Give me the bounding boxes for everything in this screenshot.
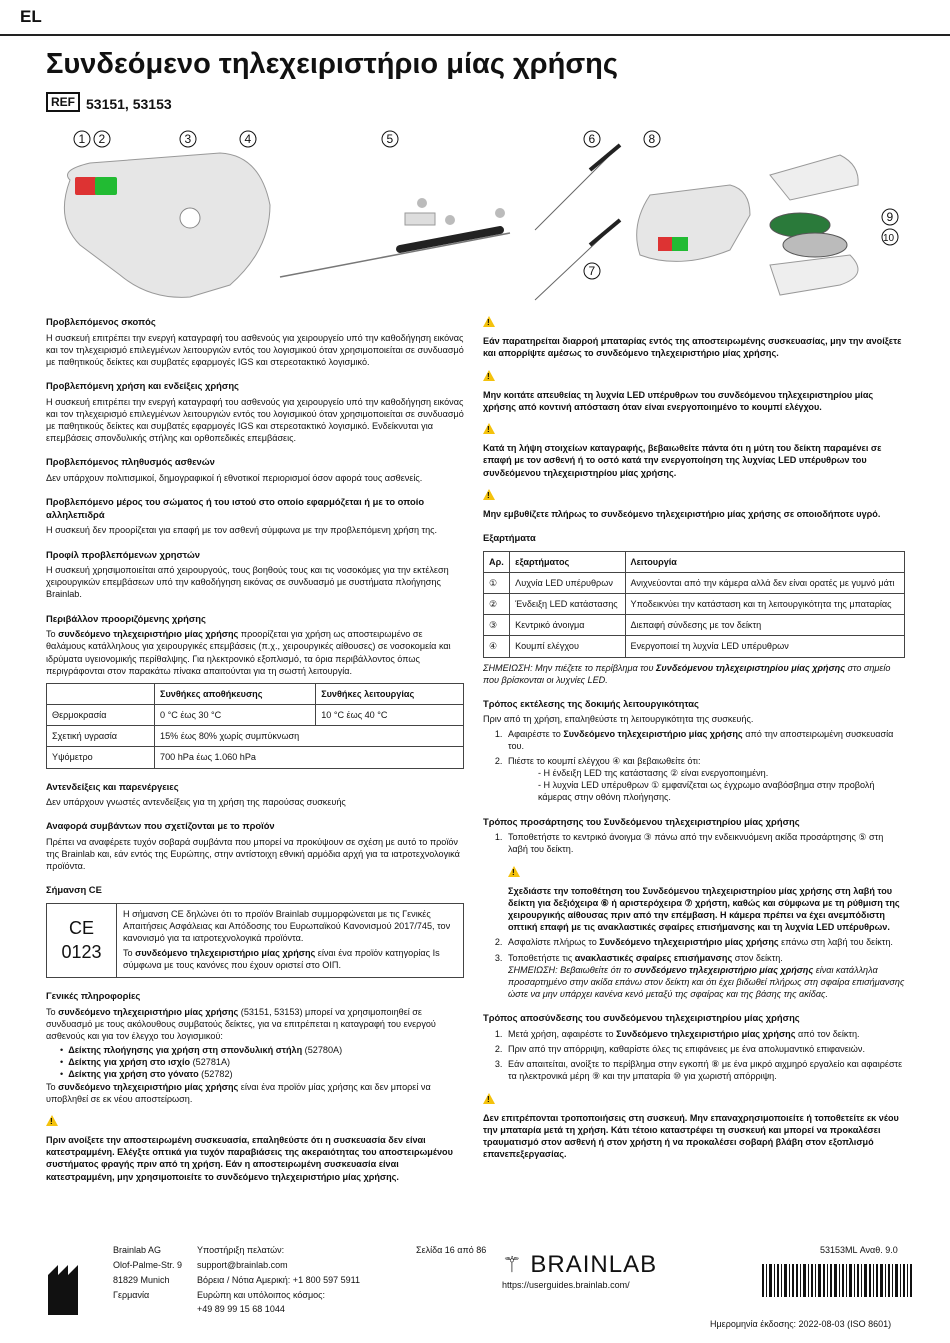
section-text: Η συσκευή επιτρέπει την ενεργή καταγραφή του ασθενούς για χειρουργείο υπό την καθοδήγηση εικόνας και τον τηλεχειρισμό επιλεγμένων λειτουργιών εντός του λογισμικού όταν χρησιμοποιείται σε συνδυασμό με παθητικούς δείκτες και συμβατές εφαρμογές IGS και στερεοτακτικό λογισμικό. Ενδείκνυται για επεμβάσεις σπονδυλικής στήλης και ορθοπεδικές επεμβάσεις. — [46, 396, 464, 444]
brand-logo: ⚚ BRAINLAB — [502, 1251, 658, 1278]
warning-icon: ! — [483, 370, 495, 381]
list-item: • Δείκτης πλοήγησης για χρήση στη σπονδυλική στήλη (52780A) — [60, 1044, 464, 1056]
language-code: EL — [20, 7, 42, 26]
pointers-small-drawing — [535, 145, 620, 300]
section-text: Η συσκευή επιτρέπει την ενεργή καταγραφή του ασθενούς για χειρουργείο υπό την καθοδήγηση εικόνας και τον τηλεχειρισμό επιλεγμένων λειτουργιών εντός του λογισμικού όταν χρησιμοποιείται σε συνδυασμό με παθητικούς δείκτες και συμβατές εφαρμογές IGS και στερεοτακτικό λογισμικό. — [46, 332, 464, 367]
note-text: ΣΗΜΕΙΩΣΗ: Μην πιέζετε το περίβλημα του Συνδεόμενου τηλεχειριστηρίου μίας χρήσης στο σημείο που βρίσκονται οι λυχνίες LED. — [483, 662, 891, 685]
list-item: 2. Ασφαλίστε πλήρως το Συνδεόμενο τηλεχειριστήριο μίας χρήσης επάνω στη λαβή του δείκτη. — [505, 936, 905, 948]
issue-date: Ημερομηνία έκδοσης: 2022-08-03 (ISO 8601) — [710, 1319, 892, 1329]
table-row: ④ Κουμπί ελέγχου Ενεργοποιεί τη λυχνία LED υπέρυθρων — [484, 636, 905, 657]
section-heading: Περιβάλλον προοριζόμενης χρήσης — [46, 612, 206, 624]
section-text: Δεν υπάρχουν πολιτισμικοί, δημογραφικοί ή εθνοτικοί περιορισμοί όσον αφορά τους ασθενείς. — [46, 472, 423, 483]
callout-7: 7 — [588, 264, 596, 278]
manufacturer-address: Brainlab AG Olof-Palme-Str. 9 81829 Munich Γερμανία — [113, 1245, 183, 1300]
warning-block: ! Δεν επιτρέπονται τροποποιήσεις στη συσκευή. Μην επαναχρησιμοποιείτε ή τοποθετείτε εκ νέου την μπαταρία μετά τη χρήση. Κάτι τέτοιο καταστρέφει τη συσκευή και μπορεί να προκαλέσει τραυματισμό στον ασθενή ή στον χρήστη ή να προκαλέσει σοβαρή βλάβη στον εξοπλισμό επανεπεξεργασίας. — [483, 1094, 899, 1160]
callout-8: 8 — [648, 132, 656, 146]
list-item: 1. Τοποθετήστε το κεντρικό άνοιγμα ③ πάνω από την ενδεικνυόμενη ακίδα προσάρτησης ⑤ στη λαβή του δείκτη. ! Σχεδιάστε την τοποθέτηση του Συνδεόμενου τηλεχειριστηρίου μίας χρήσης στη λαβή του δείκτη για δεξιόχειρα ⑥ ή αριστερόχειρα ⑦ χρήστη, καθώς και σύμφωνα με τη ρύθμιση της χειρουργικής αίθουσας πριν από την επέμβαση. Η κάμερα πρέπει να έχει ανεμπόδιστη οπτική επαφή με τις ανακλαστικές σφαίρες επισήμανσης και τη λυχνία LED υπέρυθρων. — [505, 831, 905, 933]
section-text: Το συνδεόμενο τηλεχειριστήριο μίας χρήσης προορίζεται για χρήση ως αποστειρωμένο σε θαλάμους κατάλληλους για χειρουργικές επεμβάσεις (π.χ., χειρουργικές αίθουσες) σε νοσοκομεία και ιδρύματα υγειονομικής περίθαλψης. Για ηλεκτρονικό εξοπλισμό, τα όρια περιβάλλοντος όπως περιγράφονται στον παρακάτω πίνακα απαιτούνται για τη σωστή λειτουργία. — [46, 629, 451, 676]
warning-icon: ! — [483, 316, 495, 327]
remote-device-drawing — [64, 153, 270, 297]
device-exploded-drawing — [637, 155, 859, 295]
header-rule — [0, 34, 950, 36]
attach-steps — [505, 831, 905, 1000]
callout-10: 10 — [883, 233, 895, 244]
detach-steps — [505, 1028, 905, 1083]
list-item: 3. Εάν απαιτείται, ανοίξτε το περίβλημα στην εγκοπή ⑧ με ένα μικρό αιχμηρό εργαλείο και αφαιρέστε τα ηλεκτρονικά μέρη ⑨ και την μπαταρία ⑩ για χωριστή απόρριψη. — [505, 1058, 905, 1082]
section-text: Δεν υπάρχουν γνωστές αντενδείξεις για τη χρήση της παρούσας συσκευής — [46, 797, 346, 808]
callout-1: 1 — [78, 132, 86, 146]
warning-block: ! Σχεδιάστε την τοποθέτηση του Συνδεόμενου τηλεχειριστηρίου μίας χρήσης στη λαβή του δείκτη για δεξιόχειρα ⑥ ή αριστερόχειρα ⑦ χρήστη, καθώς και σύμφωνα με τη ρύθμιση της χειρουργικής αίθουσας πριν από την επέμβαση. Η κάμερα πρέπει να έχει ανεμπόδιστη οπτική επαφή με τις ανακλαστικές σφαίρες επισήμανσης και τη λυχνία LED υπέρυθρων. — [508, 867, 900, 933]
callout-4: 4 — [244, 132, 252, 146]
section-text: Πρέπει να αναφέρετε τυχόν σοβαρά συμβάντα που μπορεί να προκύψουν σε σχέση με αυτό το προϊόν της Brainlab και, εάν εντός της Ευρώπης, στην αντίστοιχη εθνική αρμόδια αρχή για τα ιατροτεχνολογικά προϊόντα. — [46, 836, 460, 872]
section-heading: Προβλεπόμενος σκοπός — [46, 316, 156, 327]
brainlab-logo-icon: ⚚ — [502, 1252, 523, 1277]
section-heading: Γενικές πληροφορίες — [46, 989, 141, 1001]
product-illustration — [30, 125, 920, 310]
section-text: Το συνδεόμενο τηλεχειριστήριο μίας χρήσης (53151, 53153) μπορεί να χρησιμοποιηθεί σε συνδυασμό με τους ακόλουθους συμβατούς δείκτες, για να επιτρέπεται η καταγραφή του ενεργού ασθενούς και για τον έλεγχο του λογισμικού: — [46, 1006, 436, 1041]
section-heading: Τρόπος εκτέλεσης της δοκιμής λειτουργικότητας — [483, 697, 699, 709]
section-heading: Σήμανση CE — [46, 884, 102, 896]
section-heading: Προβλεπόμενος πληθυσμός ασθενών — [46, 456, 215, 468]
section-heading: Προφίλ προβλεπόμενων χρηστών — [46, 548, 200, 560]
table-row: ② Ένδειξη LED κατάστασης Υποδεικνύει την κατάσταση και τη λειτουργικότητα της μπαταρίας — [484, 594, 905, 615]
section-heading: Προβλεπόμενο μέρος του σώματος ή του ιστού στο οποίο εφαρμόζεται ή με το οποίο αλληλεπιδρά — [46, 496, 425, 520]
manufacturer-icon — [46, 1257, 86, 1317]
barcode-icon — [762, 1264, 912, 1297]
section-heading: Αναφορά συμβάντων που σχετίζονται με το προϊόν — [46, 820, 275, 832]
section-heading: Αντενδείξεις και παρενέργειες — [46, 780, 179, 792]
callout-5: 5 — [386, 132, 394, 146]
list-item: • Δείκτης για χρήση στο γόνατο (52782) — [60, 1068, 464, 1080]
warning-icon: ! — [508, 866, 520, 877]
section-heading: Τρόπος αποσύνδεσης του συνδεόμενου τηλεχειριστηρίου μίας χρήσης — [483, 1012, 800, 1024]
pointer-list — [60, 1044, 464, 1081]
section-text: Η συσκευή χρησιμοποιείται από χειρουργούς, τους βοηθούς τους και τις νοσοκόμες για την εκτέλεση χειρουργικών επεμβάσεων υπό την καθοδήγηση εικόνας σε συνδυασμό με συστήματα πλοήγησης Brainlab. — [46, 565, 449, 600]
section-text: Πριν από τη χρήση, επαληθεύστε τη λειτουργικότητα της συσκευής. — [483, 714, 754, 725]
page-title: Συνδεόμενο τηλεχειριστήριο μίας χρήσης — [46, 48, 618, 80]
test-steps — [505, 728, 905, 804]
section-text: Η συσκευή δεν προορίζεται για επαφή με τον ασθενή σύμφωνα με την προβλεπόμενη χρήση της. — [46, 525, 438, 536]
warning-block: ! Εάν παρατηρείται διαρροή μπαταρίας εντός της αποστειρωμένης συσκευασίας, μην την ανοίξετε και απορρίψτε αμέσως το συνδεόμενο τηλεχειριστήριο μίας χρήσης. — [483, 318, 902, 359]
callout-9: 9 — [886, 210, 894, 224]
right-column — [483, 316, 905, 1160]
warning-icon: ! — [483, 423, 495, 434]
callout-6: 6 — [588, 132, 596, 146]
environment-table: Συνθήκες αποθήκευσης Συνθήκες λειτουργίας Θερμοκρασία 0 °C έως 30 °C 10 °C έως 40 °C Σχετική υγρασία 15% έως 80% χωρίς συμπύκνωση Υψόμετρο 700 hPa έως 1.060 hPa — [46, 683, 464, 769]
warning-block: ! Μην εμβυθίζετε πλήρως το συνδεόμενο τηλεχειριστήριο μίας χρήσης σε οποιοδήποτε υγρό. — [483, 490, 881, 519]
section-heading: Εξαρτήματα — [483, 532, 536, 544]
table-row: ③ Κεντρικό άνοιγμα Διεπαφή σύνδεσης με τον δείκτη — [484, 615, 905, 636]
left-column — [46, 316, 464, 1183]
callout-2: 2 — [98, 132, 106, 146]
warning-block: ! Πριν ανοίξετε την αποστειρωμένη συσκευασία, επαληθεύστε ότι η συσκευασία δεν είναι κατεστραμμένη. Ελέγξτε οπτικά για τυχόν παραβιάσεις της ακεραιότητας του αποστειρωμένου συστήματος φραγής πριν από τη χρήση. Εάν η αποστειρωμένη συσκευασία είναι κατεστραμμένη, μην χρησιμοποιείτε το συνδεόμενο τηλεχειριστήριο μίας χρήσης. — [46, 1116, 453, 1182]
warning-icon: ! — [46, 1115, 58, 1126]
warning-icon: ! — [483, 1093, 495, 1104]
list-item: • Δείκτης για χρήση στο ισχίο (52781A) — [60, 1056, 464, 1068]
ce-mark-icon: CE 0123 — [47, 904, 117, 978]
userguides-link[interactable]: https://userguides.brainlab.com/ — [502, 1280, 630, 1290]
support-contact: Υποστήριξη πελατών: support@brainlab.com Βόρεια / Νότια Αμερική: +1 800 597 5911 Ευρώπη και υπόλοιπος κόσμος: +49 89 99 15 68 1044 — [197, 1245, 360, 1315]
pointer-drawing — [280, 198, 510, 277]
warning-block: ! Κατά τη λήψη στοιχείων καταγραφής, βεβαιωθείτε πάντα ότι η μύτη του δείκτη παραμένει σε επαφή με τον ασθενή ή το οστό κατά την ενεργοποίηση της λυχνίας LED υπέρυθρων του συνδεόμενου τηλεχειριστηρίου μίας χρήσης. — [483, 425, 882, 478]
list-item: 2. Πριν από την απόρριψη, καθαρίστε όλες τις επιφάνειες με ένα απολυμαντικό επιφανειών. — [505, 1043, 905, 1055]
warning-block: ! Μην κοιτάτε απευθείας τη λυχνία LED υπέρυθρων του συνδεόμενου τηλεχειριστηρίου μίας χρήσης από κοντινή απόσταση όταν είναι ενεργοποιημένο το κουμπί ελέγχου. — [483, 371, 874, 412]
table-row: ① Λυχνία LED υπέρυθρων Ανιχνεύονται από την κάμερα αλλά δεν είναι ορατές με γυμνό μάτι — [484, 572, 905, 593]
callout-3: 3 — [184, 132, 192, 146]
page-number: Σελίδα 16 από 86 — [416, 1245, 487, 1255]
warning-icon: ! — [483, 489, 495, 500]
section-heading: Προβλεπόμενη χρήση και ενδείξεις χρήσης — [46, 380, 239, 392]
ref-symbol: REF — [46, 92, 80, 112]
section-text: Το συνδεόμενο τηλεχειριστήριο μίας χρήσης είναι ένα προϊόν μίας χρήσης και δεν μπορεί να υποβληθεί σε εκ νέου αποστείρωση. — [46, 1081, 431, 1104]
section-heading: Τρόπος προσάρτησης του Συνδεόμενου τηλεχειριστηρίου μίας χρήσης — [483, 815, 800, 827]
document-id: 53153ML Αναθ. 9.0 — [820, 1245, 898, 1255]
list-item: 2. Πιέστε το κουμπί ελέγχου ④ και βεβαιωθείτε ότι: - Η ένδειξη LED της κατάστασης ② είναι ενεργοποιημένη. - Η λυχνία LED υπέρυθρων ① εμφανίζεται ως έγχρωμο αναβόσβημα στην προβολή κάμερας στην οθόνη πλοήγησης. — [505, 755, 905, 804]
ce-table: CE 0123 Η σήμανση CE δηλώνει ότι το προϊόν Brainlab συμμορφώνεται με τις Γενικές Απαιτήσεις Ασφάλειας και Απόδοσης του Ευρωπαϊκού Κανονισμού 2017/745, τον κανονισμό για τα ιατροτεχνολογικά προϊόντα. Το συνδεόμενο τηλεχειριστήριο μίας χρήσης είναι ένα προϊόν κατηγορίας Is σύμφωνα με τους κανόνες που έχουν οριστεί στο ΟΙΠ. — [46, 903, 464, 978]
list-item: 1. Αφαιρέστε το Συνδεόμενο τηλεχειριστήριο μίας χρήσης από την αποστειρωμένη συσκευασία του. — [505, 728, 905, 752]
ref-numbers: 53151, 53153 — [86, 96, 172, 112]
list-item: 3. Τοποθετήστε τις ανακλαστικές σφαίρες επισήμανσης στον δείκτη. ΣΗΜΕΙΩΣΗ: Βεβαιωθείτε ότι το συνδεόμενο τηλεχειριστήριο μίας χρήσης είναι κατάλληλα προσαρτημένο στην ακίδα επάνω στον δείκτη και ότι έχει βιδωθεί πλήρως στη σφαίρα επισήμανσης ώστε να μην υπάρχει κανένα κενό μεταξύ της σφαίρας και της βάσης της ακίδας. — [505, 952, 905, 1001]
list-item: 1. Μετά χρήση, αφαιρέστε το Συνδεόμενο τηλεχειριστήριο μίας χρήσης από τον δείκτη. — [505, 1028, 905, 1040]
accessories-table: Αρ. εξαρτήματος Λειτουργία ① Λυχνία LED υπέρυθρων Ανιχνεύονται από την κάμερα αλλά δεν είναι ορατές με γυμνό μάτι ② Ένδειξη LED κατάστασης Υποδεικνύει την κατάσταση και τη λειτουργικότητα της μπαταρίας ③ Κεντρικό άνοιγμα Διεπαφή σύνδεσης με τον δείκτη ④ Κουμπί ελέγχου Ενεργοποιεί τη λυχνία LED υπέρυθρων — [483, 551, 905, 658]
